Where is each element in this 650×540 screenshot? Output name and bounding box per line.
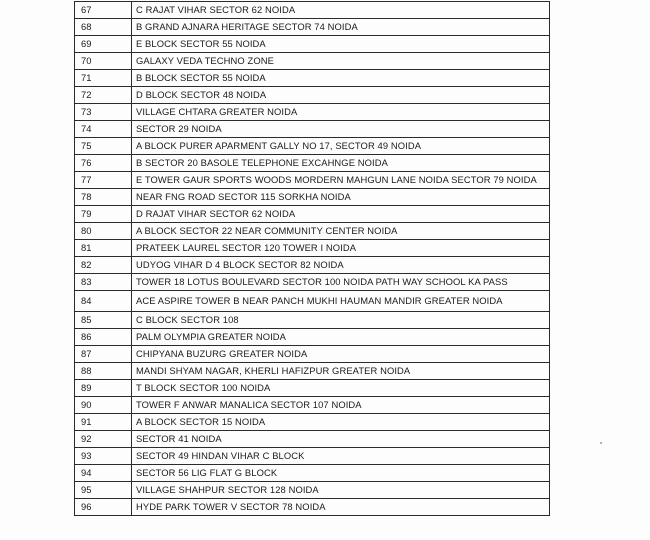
serial-number-cell: 74	[75, 121, 132, 138]
table-row	[75, 2, 550, 19]
address-cell: CHIPYANA BUZURG GREATER NOIDA	[132, 346, 550, 363]
table-row	[75, 189, 550, 206]
address-cell: SECTOR 56 LIG FLAT G BLOCK	[132, 465, 550, 482]
address-cell: HYDE PARK TOWER V SECTOR 78 NOIDA	[132, 499, 550, 516]
address-cell: B BLOCK SECTOR 55 NOIDA	[132, 70, 550, 87]
address-cell: VILLAGE SHAHPUR SECTOR 128 NOIDA	[132, 482, 550, 499]
table-row	[75, 172, 550, 189]
serial-number-cell: 69	[75, 36, 132, 53]
address-cell: GALAXY VEDA TECHNO ZONE	[132, 53, 550, 70]
serial-number-cell: 90	[75, 397, 132, 414]
scan-speck	[600, 442, 602, 444]
table-row	[75, 380, 550, 397]
table-row	[75, 274, 550, 291]
serial-number-cell: 82	[75, 257, 132, 274]
address-cell: VILLAGE CHTARA GREATER NOIDA	[132, 104, 550, 121]
address-cell: ACE ASPIRE TOWER B NEAR PANCH MUKHI HAUMAN MANDIR GREATER NOIDA	[132, 291, 550, 312]
serial-number-cell: 84	[75, 291, 132, 312]
address-cell: MANDI SHYAM NAGAR, KHERLI HAFIZPUR GREATER NOIDA	[132, 363, 550, 380]
serial-number-cell: 85	[75, 312, 132, 329]
address-cell: A BLOCK SECTOR 22 NEAR COMMUNITY CENTER NOIDA	[132, 223, 550, 240]
table-row	[75, 70, 550, 87]
address-cell: C RAJAT VIHAR SECTOR 62 NOIDA	[132, 2, 550, 19]
address-cell: PRATEEK LAUREL SECTOR 120 TOWER I NOIDA	[132, 240, 550, 257]
serial-number-cell: 75	[75, 138, 132, 155]
address-cell: UDYOG VIHAR D 4 BLOCK SECTOR 82 NOIDA	[132, 257, 550, 274]
serial-number-cell: 67	[75, 2, 132, 19]
address-cell: SECTOR 41 NOIDA	[132, 431, 550, 448]
serial-number-cell: 95	[75, 482, 132, 499]
serial-number-cell: 68	[75, 19, 132, 36]
table-row	[75, 363, 550, 380]
table-row	[75, 36, 550, 53]
serial-number-cell: 77	[75, 172, 132, 189]
address-cell: B GRAND AJNARA HERITAGE SECTOR 74 NOIDA	[132, 19, 550, 36]
address-cell: TOWER 18 LOTUS BOULEVARD SECTOR 100 NOIDA PATH WAY SCHOOL KA PASS	[132, 274, 550, 291]
serial-number-cell: 88	[75, 363, 132, 380]
table-row	[75, 448, 550, 465]
serial-number-cell: 89	[75, 380, 132, 397]
serial-number-cell: 83	[75, 274, 132, 291]
address-cell: D RAJAT VIHAR SECTOR 62 NOIDA	[132, 206, 550, 223]
table-row	[75, 397, 550, 414]
serial-number-cell: 81	[75, 240, 132, 257]
address-table	[74, 1, 550, 516]
table-row	[75, 240, 550, 257]
table-row	[75, 257, 550, 274]
table-row	[75, 482, 550, 499]
table-row	[75, 312, 550, 329]
table-row	[75, 155, 550, 172]
table-row	[75, 329, 550, 346]
address-cell: E BLOCK SECTOR 55 NOIDA	[132, 36, 550, 53]
table-row	[75, 431, 550, 448]
serial-number-cell: 79	[75, 206, 132, 223]
address-cell: NEAR FNG ROAD SECTOR 115 SORKHA NOIDA	[132, 189, 550, 206]
table-row	[75, 206, 550, 223]
table-row	[75, 346, 550, 363]
serial-number-cell: 71	[75, 70, 132, 87]
serial-number-cell: 80	[75, 223, 132, 240]
serial-number-cell: 73	[75, 104, 132, 121]
serial-number-cell: 78	[75, 189, 132, 206]
serial-number-cell: 93	[75, 448, 132, 465]
serial-number-cell: 94	[75, 465, 132, 482]
address-cell: SECTOR 29 NOIDA	[132, 121, 550, 138]
address-cell: TOWER F ANWAR MANALICA SECTOR 107 NOIDA	[132, 397, 550, 414]
table-row	[75, 465, 550, 482]
address-cell: D BLOCK SECTOR 48 NOIDA	[132, 87, 550, 104]
serial-number-cell: 76	[75, 155, 132, 172]
address-table-body	[75, 2, 550, 516]
address-cell: A BLOCK PURER APARMENT GALLY NO 17, SECTOR 49 NOIDA	[132, 138, 550, 155]
address-cell: C BLOCK SECTOR 108	[132, 312, 550, 329]
serial-number-cell: 92	[75, 431, 132, 448]
table-row	[75, 104, 550, 121]
address-cell: E TOWER GAUR SPORTS WOODS MORDERN MAHGUN LANE NOIDA SECTOR 79 NOIDA	[132, 172, 550, 189]
serial-number-cell: 91	[75, 414, 132, 431]
serial-number-cell: 70	[75, 53, 132, 70]
address-cell: B SECTOR 20 BASOLE TELEPHONE EXCAHNGE NOIDA	[132, 155, 550, 172]
address-cell: PALM OLYMPIA GREATER NOIDA	[132, 329, 550, 346]
serial-number-cell: 72	[75, 87, 132, 104]
serial-number-cell: 96	[75, 499, 132, 516]
serial-number-cell: 87	[75, 346, 132, 363]
address-cell: SECTOR 49 HINDAN VIHAR C BLOCK	[132, 448, 550, 465]
table-row	[75, 121, 550, 138]
table-row	[75, 53, 550, 70]
table-row	[75, 19, 550, 36]
address-cell: A BLOCK SECTOR 15 NOIDA	[132, 414, 550, 431]
table-row	[75, 87, 550, 104]
address-cell: T BLOCK SECTOR 100 NOIDA	[132, 380, 550, 397]
table-row	[75, 291, 550, 312]
table-row	[75, 414, 550, 431]
table-row	[75, 138, 550, 155]
serial-number-cell: 86	[75, 329, 132, 346]
table-row	[75, 223, 550, 240]
table-row	[75, 499, 550, 516]
